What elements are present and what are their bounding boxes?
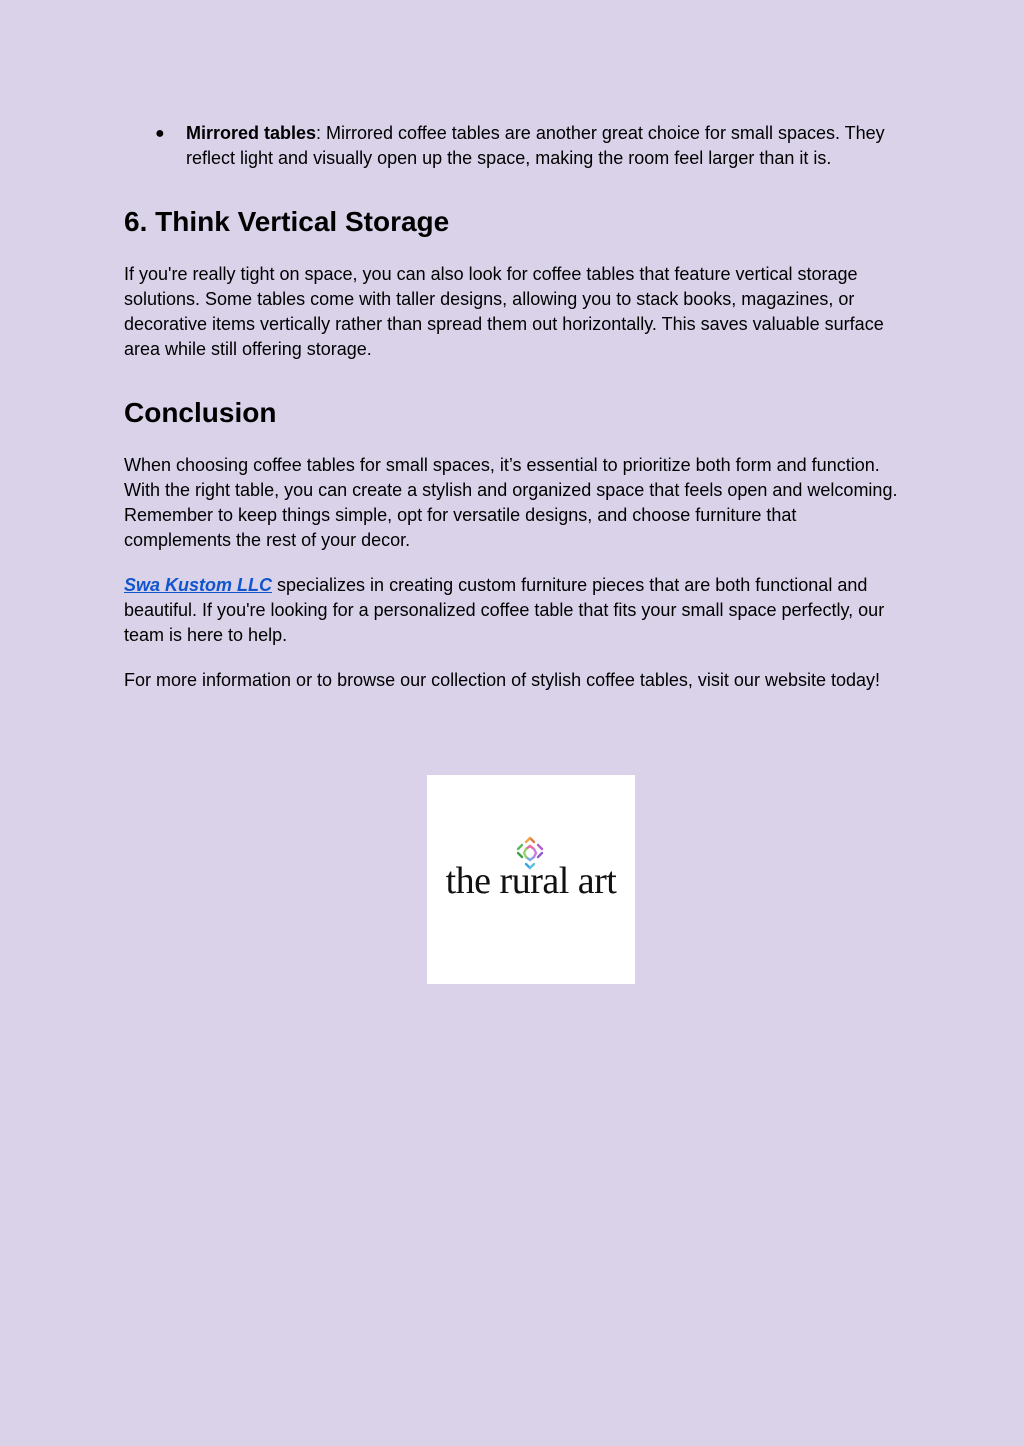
list-item xyxy=(124,121,900,171)
storage-paragraph: If you're really tight on space, you can also look for coffee tables that feature vertical storage solutions. Some tables come with taller designs, allowing you to stack books, magazines, or decorative items vertically rather than spread them out horizontally. This saves valuable surface area while still offering storage. xyxy=(124,264,884,359)
section-heading-conclusion: Conclusion xyxy=(124,397,277,428)
company-paragraph xyxy=(124,573,900,648)
logo-wordmark: the rural art xyxy=(445,860,617,902)
conclusion-paragraph: When choosing coffee tables for small spaces, it’s essential to prioritize both form and function. With the right table, you can create a stylish and organized space that feels open and welcoming. Remember to keep things simple, opt for versatile designs, and choose furniture that complements the rest of your decor. xyxy=(124,455,898,550)
company-link[interactable]: Swa Kustom LLC xyxy=(124,575,273,595)
bullet-term: Mirrored tables xyxy=(186,123,317,143)
company-description: specializes in creating custom furniture pieces that are both functional and beautiful. If you're looking for a personalized coffee table that fits your small space perfectly, our team is here to help. xyxy=(124,575,885,645)
closing-paragraph: For more information or to browse our collection of stylish coffee tables, visit our website today! xyxy=(124,670,881,690)
brand-logo-image xyxy=(427,775,635,984)
bullet-icon: ● xyxy=(155,125,165,142)
bullet-text: : Mirrored coffee tables are another great choice for small spaces. They reflect light and visually open up the space, making the room feel larger than it is. xyxy=(186,123,885,168)
section-heading-storage: 6. Think Vertical Storage xyxy=(124,206,450,237)
bullet-list xyxy=(124,121,900,171)
document-page xyxy=(124,121,900,693)
